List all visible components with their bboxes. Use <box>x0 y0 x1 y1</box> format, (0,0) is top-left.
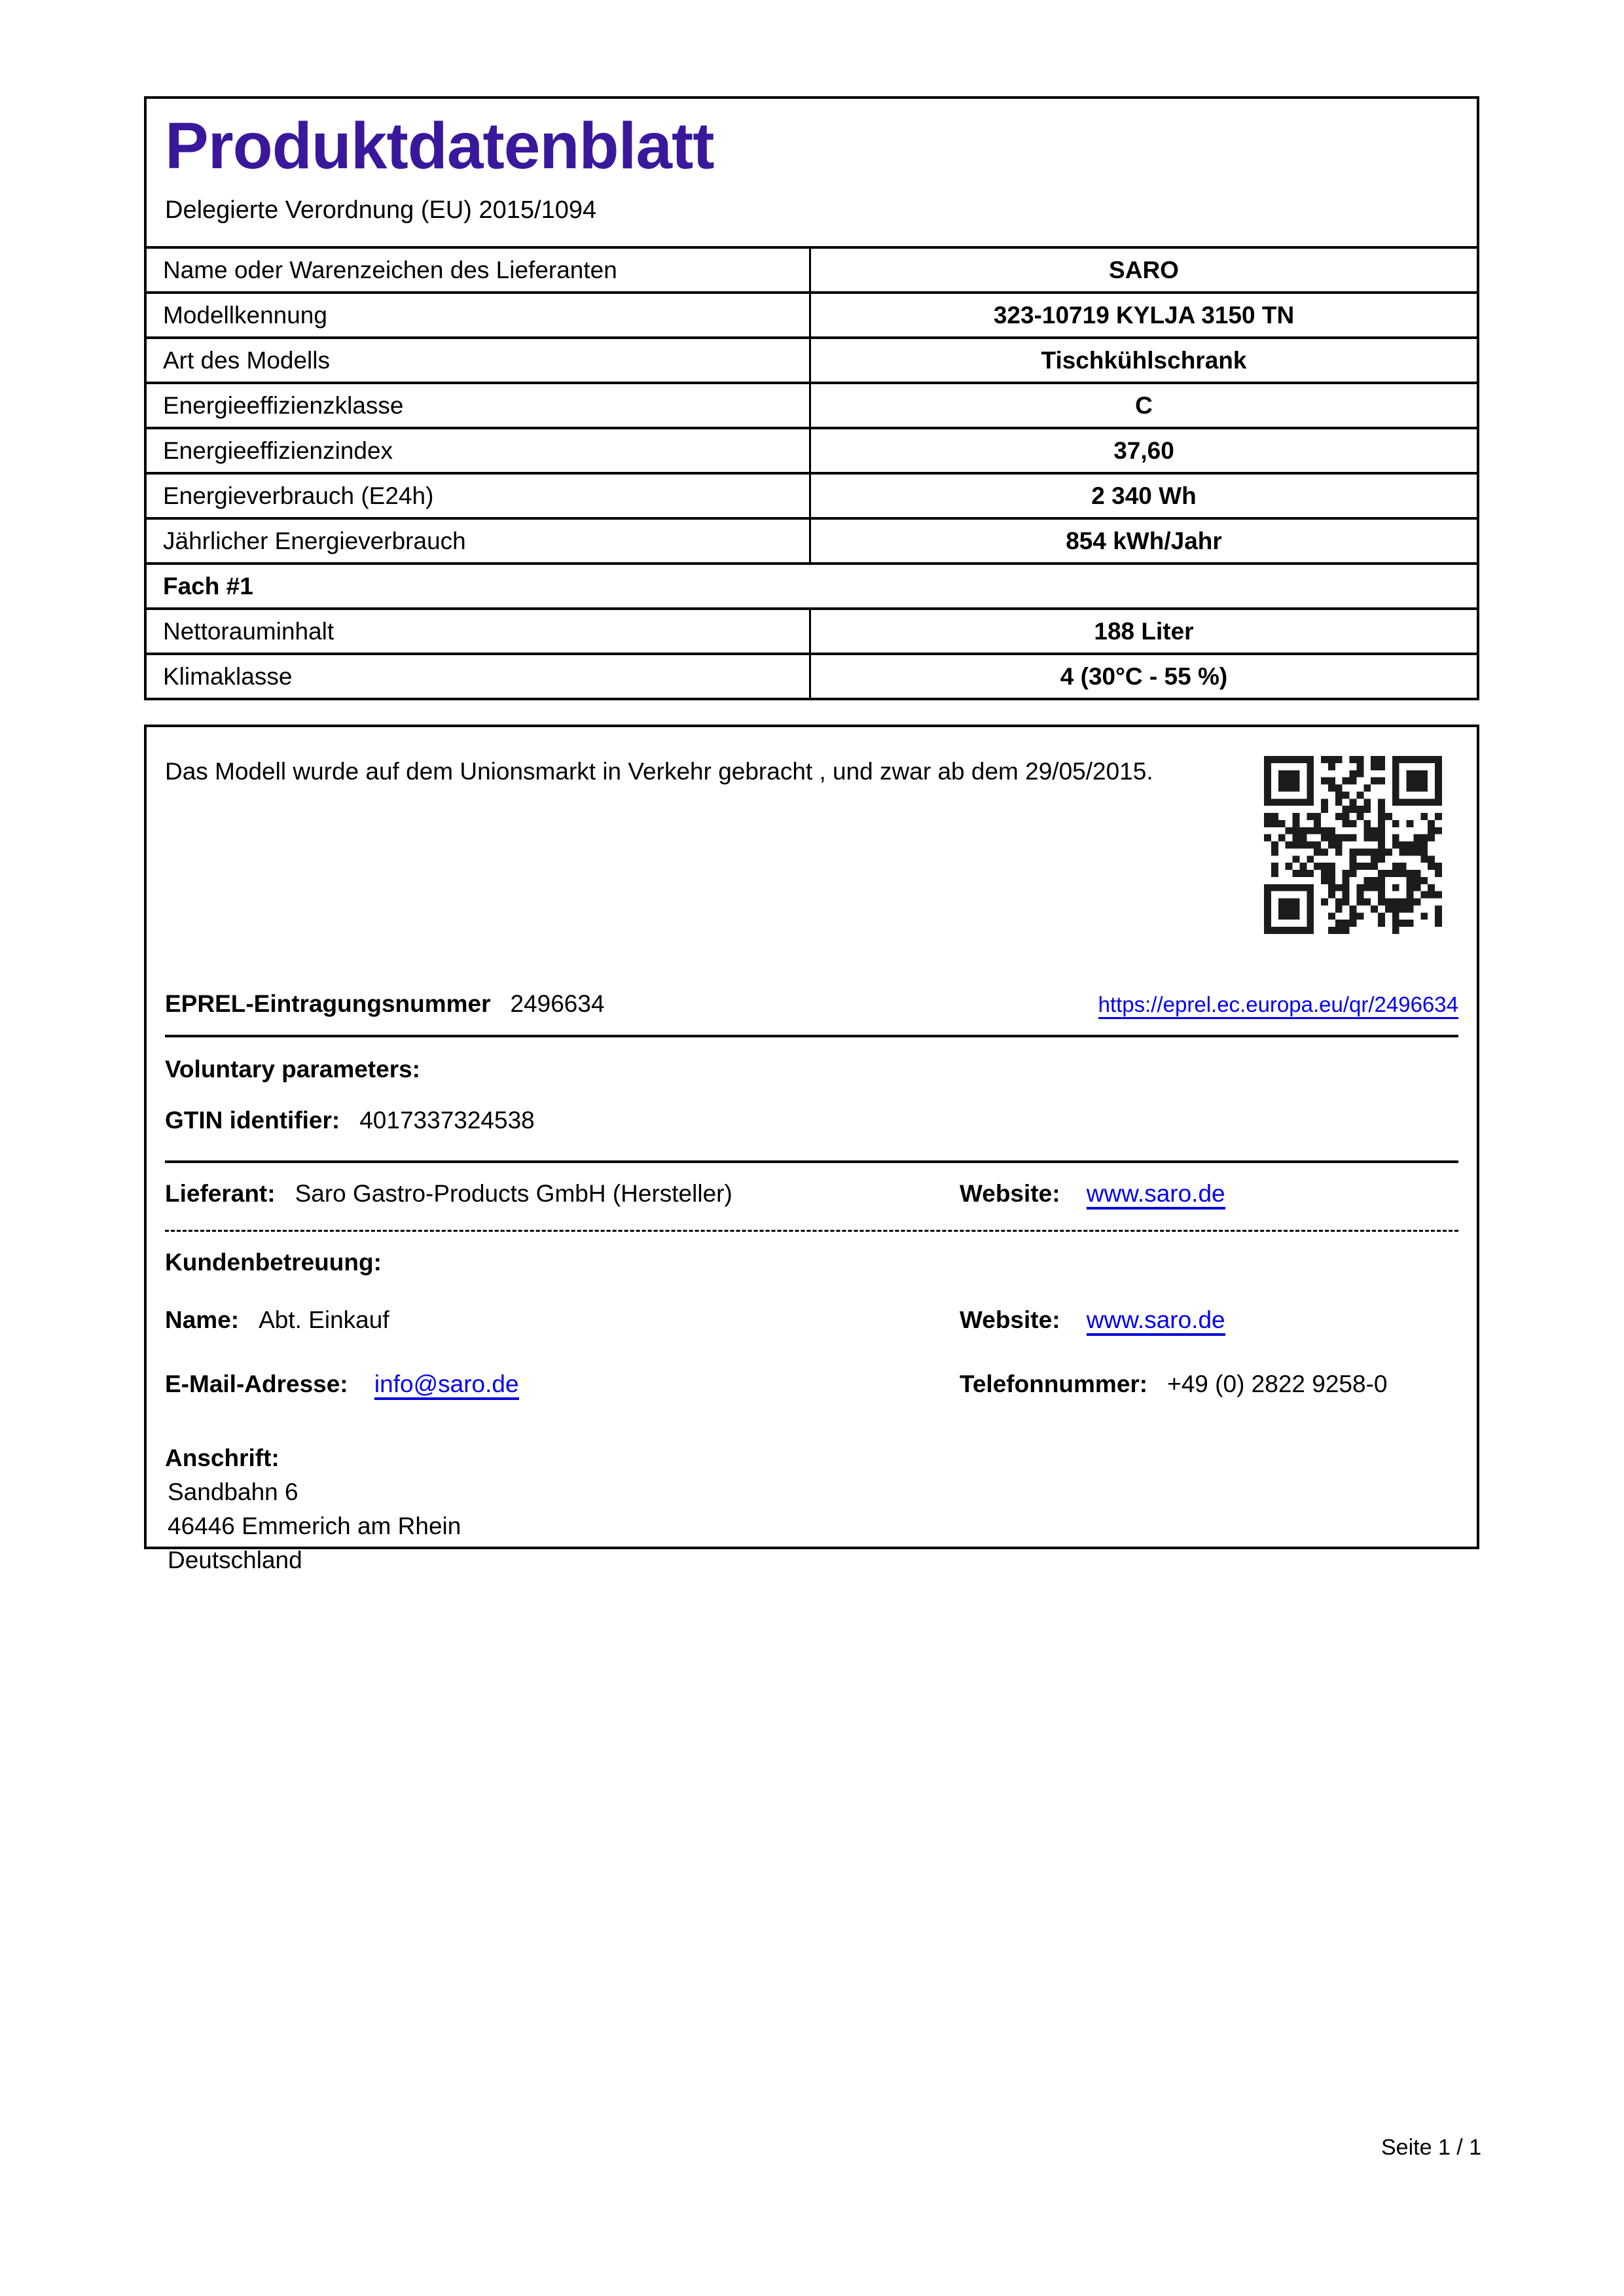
qr-code-icon <box>1264 756 1442 934</box>
eprel-qr-link[interactable]: https://eprel.ec.europa.eu/qr/2496634 <box>1098 992 1458 1019</box>
row-value: 37,60 <box>809 429 1477 472</box>
phone-value: +49 (0) 2822 9258-0 <box>1167 1371 1388 1397</box>
supplier-row <box>165 1163 1458 1232</box>
contact-row <box>165 1371 1458 1398</box>
email-link[interactable]: info@saro.de <box>374 1371 519 1400</box>
table-row <box>147 291 1477 336</box>
title-block <box>147 99 1477 246</box>
address-label: Anschrift: <box>165 1444 280 1471</box>
row-label: Energieeffizienzklasse <box>163 391 404 419</box>
row-label: Jährlicher Energieverbrauch <box>163 527 466 554</box>
eprel-row <box>165 990 1458 1037</box>
row-value: C <box>809 384 1477 427</box>
support-website-cell <box>960 1306 1458 1334</box>
market-release-text: Das Modell wurde auf dem Unionsmarkt in Verkehr gebracht , und zwar ab dem 29/05/2015. <box>165 758 1153 785</box>
table-row <box>147 427 1477 472</box>
row-value: 854 kWh/Jahr <box>809 520 1477 562</box>
contact-name-cell <box>165 1306 960 1334</box>
row-value: 2 340 Wh <box>809 475 1477 517</box>
regulation-subtitle: Delegierte Verordnung (EU) 2015/1094 <box>165 196 597 224</box>
row-value: 4 (30°C - 55 %) <box>809 655 1477 698</box>
row-label: Energieverbrauch (E24h) <box>163 482 434 509</box>
address-line: 46446 Emmerich am Rhein <box>168 1513 461 1539</box>
address-line: Sandbahn 6 <box>168 1479 298 1505</box>
table-row <box>147 472 1477 517</box>
phone-label: Telefonnummer: <box>960 1371 1148 1397</box>
info-box <box>144 725 1479 1573</box>
support-heading: Kundenbetreuung: <box>165 1249 382 1276</box>
row-label: Klimaklasse <box>163 662 293 690</box>
row-label: Modellkennung <box>163 301 327 329</box>
address-line: Deutschland <box>168 1547 302 1573</box>
supplier-cell <box>165 1180 960 1208</box>
table-row <box>147 607 1477 653</box>
eprel-label: EPREL-Eintragungsnummer <box>165 990 491 1017</box>
table-row <box>147 382 1477 427</box>
customer-support-section <box>165 1232 1458 1577</box>
supplier-name: Saro Gastro-Products GmbH (Hersteller) <box>295 1180 732 1207</box>
row-label: Energieeffizienzindex <box>163 437 393 464</box>
supplier-website-cell <box>960 1180 1458 1208</box>
row-label: Art des Modells <box>163 346 330 374</box>
email-cell <box>165 1371 960 1398</box>
website-label: Website: <box>960 1180 1060 1207</box>
row-label: Name oder Warenzeichen des Lieferanten <box>163 256 617 283</box>
website-label: Website: <box>960 1306 1060 1333</box>
eprel-number: 2496634 <box>510 990 605 1017</box>
page-number: Seite 1 / 1 <box>1381 2135 1482 2160</box>
gtin-value: 4017337324538 <box>359 1107 535 1134</box>
supplier-label: Lieferant: <box>165 1180 276 1207</box>
table-row <box>147 246 1477 291</box>
table-row <box>147 336 1477 382</box>
table-row <box>147 653 1477 698</box>
page-title: Produktdatenblatt <box>165 109 714 183</box>
address-block <box>165 1441 1458 1577</box>
phone-cell <box>960 1371 1458 1398</box>
name-label: Name: <box>165 1306 240 1333</box>
row-label: Nettorauminhalt <box>163 617 334 645</box>
eprel-registration <box>165 990 605 1018</box>
address-lines <box>168 1475 1458 1577</box>
row-value: SARO <box>809 249 1477 291</box>
market-release-row <box>165 727 1458 934</box>
row-value: 188 Liter <box>809 610 1477 653</box>
supplier-website-link[interactable]: www.saro.de <box>1087 1180 1225 1210</box>
email-label: E-Mail-Adresse: <box>165 1371 348 1397</box>
voluntary-heading: Voluntary parameters: <box>165 1056 420 1083</box>
voluntary-section <box>165 1037 1458 1163</box>
table-row <box>147 517 1477 562</box>
row-value: 323-10719 KYLJA 3150 TN <box>809 294 1477 336</box>
contact-row <box>165 1306 1458 1334</box>
gtin-row <box>165 1107 1458 1134</box>
product-table-box <box>144 96 1479 700</box>
gtin-label: GTIN identifier: <box>165 1107 340 1134</box>
support-website-link[interactable]: www.saro.de <box>1087 1306 1225 1336</box>
name-value: Abt. Einkauf <box>259 1306 389 1333</box>
section-header-row: Fach #1 <box>147 562 1477 607</box>
row-value: Tischkühlschrank <box>809 339 1477 382</box>
